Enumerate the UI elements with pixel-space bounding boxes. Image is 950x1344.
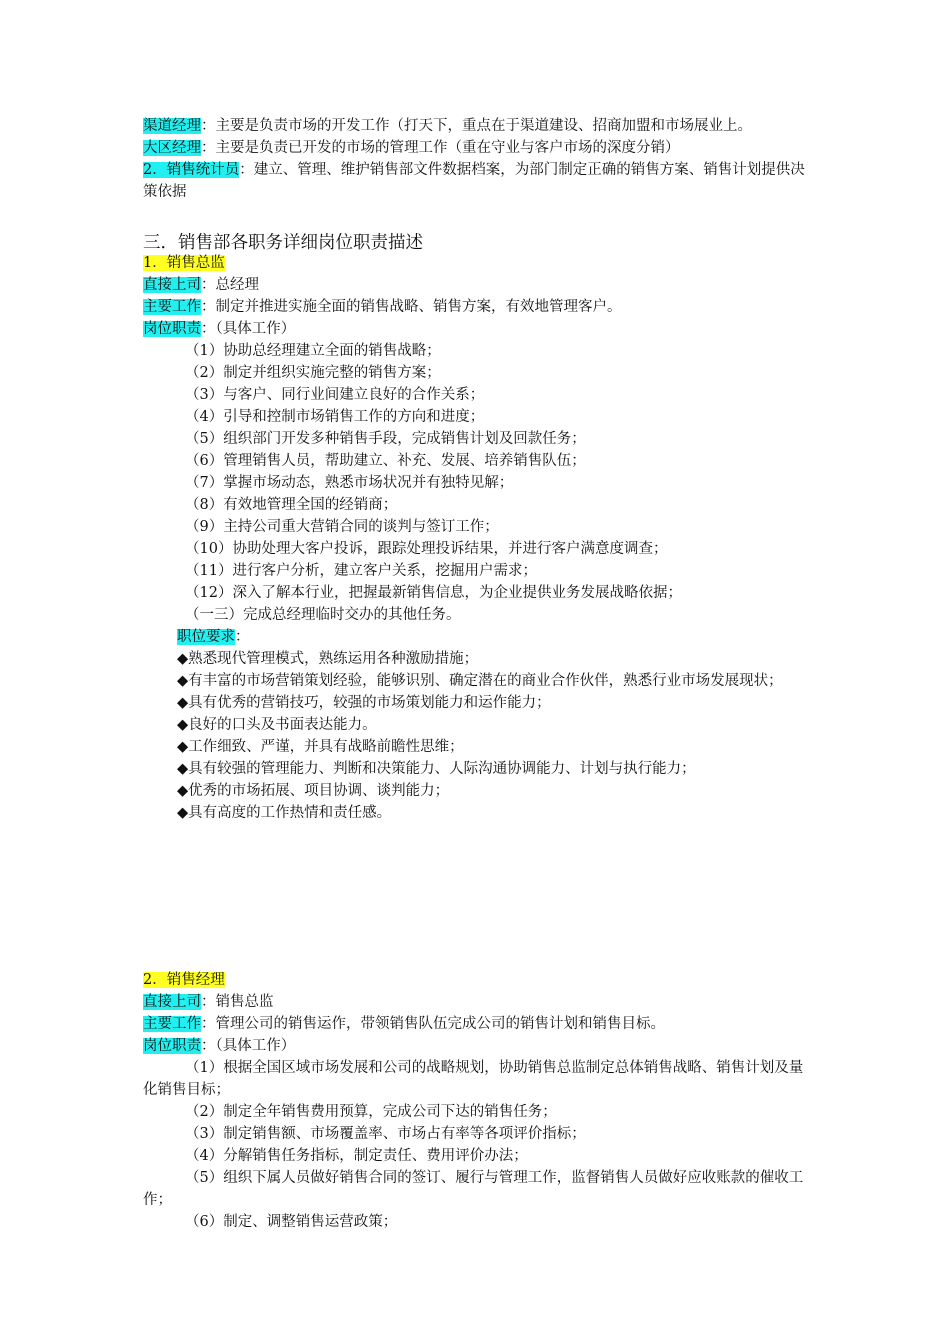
- director-work-label: 主要工作: [143, 299, 201, 315]
- director-req-colon: ：: [235, 629, 250, 645]
- director-req-item: ◆有丰富的市场营销策划经验，能够识别、确定潜在的商业合作伙伴，熟悉行业市场发展现状；: [177, 673, 783, 689]
- region-manager-text: ：主要是负责已开发的市场的管理工作（重在守业与客户市场的深度分销）: [201, 140, 680, 156]
- director-duty-item: （6）管理销售人员，帮助建立、补充、发展、培养销售队伍；: [185, 453, 586, 469]
- director-req-item: ◆具有较强的管理能力、判断和决策能力、人际沟通协调能力、计划与执行能力；: [177, 761, 696, 777]
- manager-duty-item: （2）制定全年销售费用预算，完成公司下达的销售任务；: [185, 1104, 557, 1120]
- director-duty-item: （4）引导和控制市场销售工作的方向和进度；: [185, 409, 485, 425]
- manager-boss-label: 直接上司: [143, 994, 201, 1010]
- region-manager-para: [143, 137, 811, 159]
- director-duty-item: （7）掌握市场动态，熟悉市场状况并有独特见解；: [185, 475, 514, 491]
- sales-manager-block: [143, 969, 811, 1233]
- director-req-item: ◆工作细致、严谨，并具有战略前瞻性思维；: [177, 739, 464, 755]
- director-duty-label: 岗位职责: [143, 321, 201, 337]
- manager-boss-line: [143, 991, 811, 1013]
- manager-work-label: 主要工作: [143, 1016, 201, 1032]
- channel-manager-text: ：主要是负责市场的开发工作（打天下，重点在于渠道建设、招商加盟和市场展业上。: [201, 118, 752, 134]
- section-heading: 三．销售部各职务详细岗位职责描述: [143, 233, 423, 253]
- director-req-item: ◆良好的口头及书面表达能力。: [177, 717, 377, 733]
- director-duty-text: ：（具体工作）: [201, 321, 296, 337]
- director-duty-item: （2）制定并组织实施完整的销售方案；: [185, 365, 441, 381]
- director-req-item: ◆熟悉现代管理模式，熟练运用各种激励措施；: [177, 651, 479, 667]
- director-title: 1．销售总监: [143, 255, 225, 271]
- manager-duty-item: （3）制定销售额、市场覆盖率、市场占有率等各项评价指标；: [185, 1126, 586, 1142]
- director-duty-item: （5）组织部门开发多种销售手段，完成销售计划及回款任务；: [185, 431, 586, 447]
- channel-manager-label: 渠道经理: [143, 118, 201, 134]
- director-req-line: [143, 626, 811, 648]
- sales-statistician-label: 2．销售统计员: [143, 162, 240, 178]
- director-duty-item: （11）进行客户分析，建立客户关系，挖掘用户需求；: [185, 563, 537, 579]
- sales-statistician-text: ：建立、管理、维护销售部文件数据档案，为部门制定正确的销售方案、销售计划提供决策依据: [143, 162, 805, 200]
- director-req-item: ◆具有优秀的营销技巧，较强的市场策划能力和运作能力；: [177, 695, 551, 711]
- director-duty-item: （一三）完成总经理临时交办的其他任务。: [185, 607, 461, 623]
- director-duty-item: （9）主持公司重大营销合同的谈判与签订工作；: [185, 519, 499, 535]
- manager-title: 2．销售经理: [143, 972, 225, 988]
- manager-duty-label: 岗位职责: [143, 1038, 201, 1054]
- sales-statistician-para: [143, 159, 811, 203]
- director-work-text: ：制定并推进实施全面的销售战略、销售方案，有效地管理客户。: [201, 299, 622, 315]
- manager-title-line: [143, 969, 811, 991]
- director-duty-line: [143, 318, 811, 340]
- director-duty-item: （10）协助处理大客户投诉，跟踪处理投诉结果，并进行客户满意度调查；: [185, 541, 668, 557]
- director-req-label: 职位要求: [177, 629, 235, 645]
- manager-work-line: [143, 1013, 811, 1035]
- intro-block: [143, 115, 811, 203]
- manager-duty-text: ：（具体工作）: [201, 1038, 296, 1054]
- manager-duty-item: （5）组织下属人员做好销售合同的签订、履行与管理工作，监督销售人员做好应收账款的催收工作；: [143, 1170, 804, 1208]
- director-boss-label: 直接上司: [143, 277, 201, 293]
- director-boss-line: [143, 274, 811, 296]
- channel-manager-para: [143, 115, 811, 137]
- director-work-line: [143, 296, 811, 318]
- director-req-item: ◆具有高度的工作热情和责任感。: [177, 805, 392, 821]
- director-req-item: ◆优秀的市场拓展、项目协调、谈判能力；: [177, 783, 450, 799]
- director-boss-text: ：总经理: [201, 277, 259, 293]
- director-duty-item: （8）有效地管理全国的经销商；: [185, 497, 398, 513]
- manager-duty-line: [143, 1035, 811, 1057]
- manager-boss-text: ：销售总监: [201, 994, 274, 1010]
- manager-duty-item: （1）根据全国区域市场发展和公司的战略规划，协助销售总监制定总体销售战略、销售计划及量化销售目标；: [143, 1060, 804, 1098]
- director-duty-item: （1）协助总经理建立全面的销售战略；: [185, 343, 441, 359]
- director-title-line: [143, 252, 811, 274]
- manager-work-text: ：管理公司的销售运作，带领销售队伍完成公司的销售计划和销售目标。: [201, 1016, 665, 1032]
- manager-duty-item: （6）制定、调整销售运营政策；: [185, 1214, 398, 1230]
- director-duty-item: （12）深入了解本行业，把握最新销售信息，为企业提供业务发展战略依据；: [185, 585, 682, 601]
- region-manager-label: 大区经理: [143, 140, 201, 156]
- director-duty-item: （3）与客户、同行业间建立良好的合作关系；: [185, 387, 485, 403]
- manager-duty-item: （4）分解销售任务指标，制定责任、费用评价办法；: [185, 1148, 528, 1164]
- sales-director-block: [143, 252, 811, 824]
